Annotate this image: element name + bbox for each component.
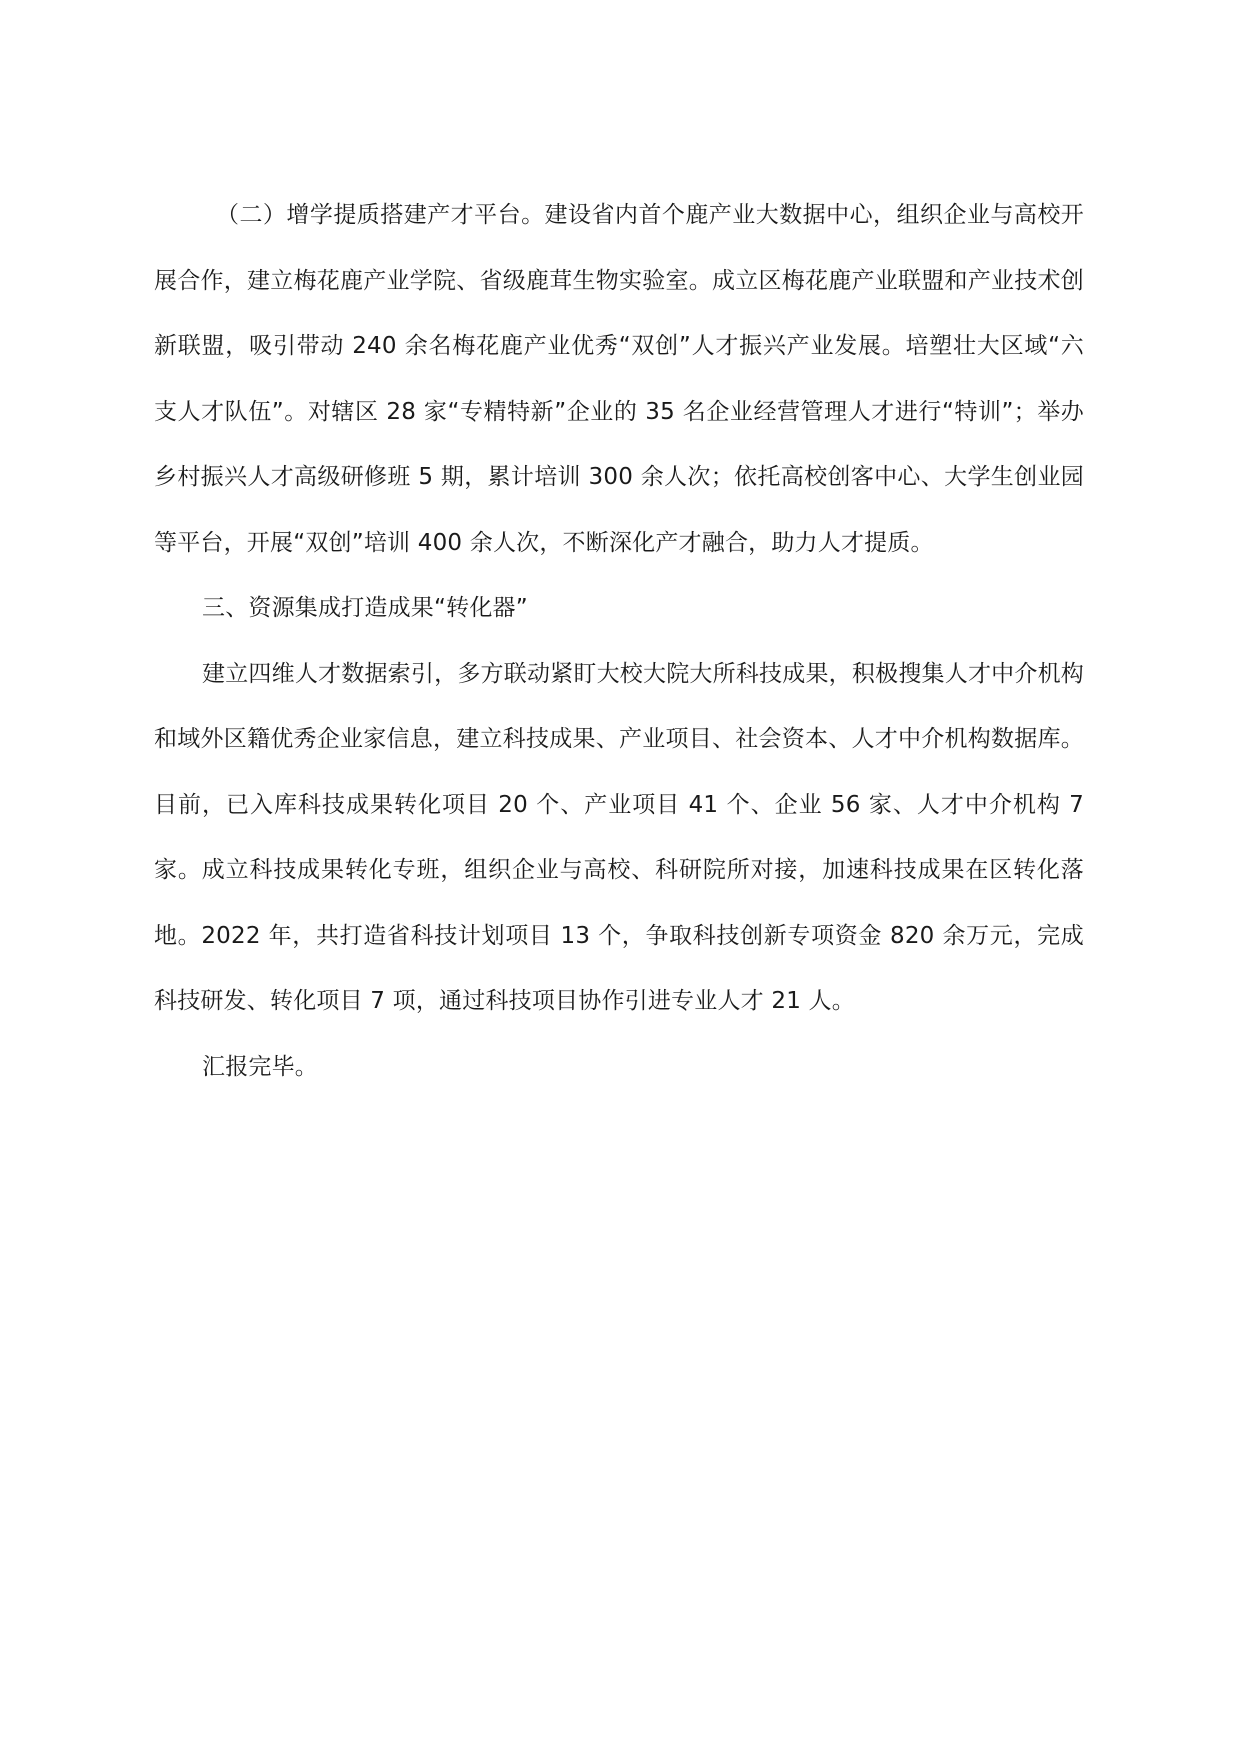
paragraph-closing: 汇报完毕。 bbox=[202, 1053, 318, 1080]
paragraph-talent-platform: （二）增学提质搭建产才平台。建设省内首个鹿产业大数据中心，组织企业与高校开展合作，建立梅花鹿产业学院、省级鹿茸生物实验室。成立区梅花鹿产业联盟和产业技术创新联盟，吸引带动 240 余名梅花鹿产业优秀“双创”人才振兴产业发展。培塑壮大区域“六支人才队伍”。对辖区 28 家“专精特新”企业的 35 名企业经营管理人才进行“特训”；举办乡村振兴人才高级研修班 5 期，累计培训 300 余人次；依托高校创客中心、大学生创业园等平台，开展“双创”培训 400 余人次，不断深化产才融合，助力人才提质。 bbox=[154, 202, 1084, 556]
document-body bbox=[154, 183, 1084, 1100]
section-heading-transformation: 三、资源集成打造成果“转化器” bbox=[202, 595, 528, 621]
paragraph-tech-transfer: 建立四维人才数据索引，多方联动紧盯大校大院大所科技成果，积极搜集人才中介机构和域外区籍优秀企业家信息，建立科技成果、产业项目、社会资本、人才中介机构数据库。目前，已入库科技成果转化项目 20 个、产业项目 41 个、企业 56 家、人才中介机构 7 家。成立科技成果转化专班，组织企业与高校、科研院所对接，加速科技成果在区转化落地。2022 年，共打造省科技计划项目 13 个，争取科技创新专项资金 820 余万元，完成科技研发、转化项目 7 项，通过科技项目协作引进专业人才 21 人。 bbox=[154, 660, 1084, 1014]
